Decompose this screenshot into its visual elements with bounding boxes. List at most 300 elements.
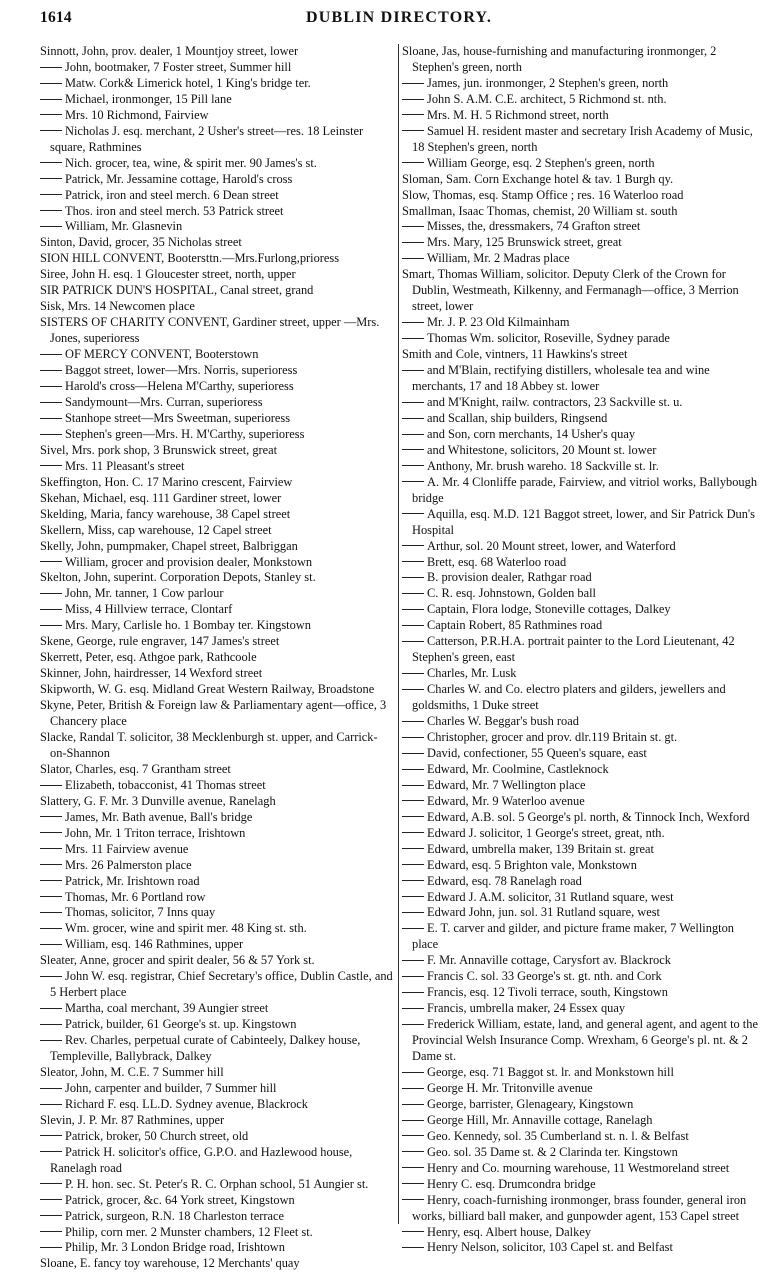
- entry-text: Michael, ironmonger, 15 Pill lane: [65, 91, 232, 106]
- directory-entry: [402, 858, 760, 874]
- entry-text: Edward J. solicitor, 1 George's street, great, nth.: [427, 825, 665, 840]
- entry-text: Thomas Wm. solicitor, Roseville, Sydney parade: [427, 331, 670, 346]
- directory-entry: [402, 1145, 760, 1161]
- directory-entry: [40, 204, 394, 220]
- entry-text: Frederick William, estate, land, and general agent, and agent to the Provincial Welsh Insurance Comp. Wrexham, 6 George's pl. nt. & 2 Dame st.: [412, 1017, 758, 1064]
- directory-entry: [40, 921, 394, 937]
- directory-entry: [402, 555, 760, 571]
- entry-text: Charles W. Beggar's bush road: [427, 714, 579, 729]
- directory-entry: [402, 985, 760, 1001]
- ditto-dash: [402, 1199, 424, 1200]
- directory-entry: [40, 937, 394, 953]
- ditto-dash: [402, 593, 424, 594]
- directory-entry: [40, 411, 394, 427]
- entry-text: F. Mr. Annaville cottage, Carysfort av. Blackrock: [427, 953, 671, 968]
- directory-entry: [402, 1017, 760, 1065]
- ditto-dash: [40, 609, 62, 610]
- directory-entry: [402, 1240, 760, 1256]
- directory-entry: [40, 1097, 394, 1113]
- directory-entry: [40, 491, 394, 507]
- entry-text: Captain, Flora lodge, Stoneville cottages, Dalkey: [427, 602, 671, 617]
- ditto-dash: [402, 689, 424, 690]
- entry-text: Mrs. 11 Fairview avenue: [65, 841, 189, 856]
- entry-text: SISTERS OF CHARITY CONVENT, Gardiner street, upper —Mrs. Jones, superioress: [40, 315, 380, 346]
- entry-text: Brett, esq. 68 Waterloo road: [427, 554, 567, 569]
- directory-entry: [402, 219, 760, 235]
- entry-text: Miss, 4 Hillview terrace, Clontarf: [65, 602, 233, 617]
- entry-text: Edward, umbrella maker, 139 Britain st. great: [427, 841, 654, 856]
- directory-entry: [40, 363, 394, 379]
- directory-entry: [40, 953, 394, 969]
- entry-text: Sloane, Jas, house-furnishing and manufacturing ironmonger, 2 Stephen's green, north: [402, 44, 717, 74]
- entry-text: Edward, Mr. 9 Waterloo avenue: [427, 793, 585, 808]
- directory-entry: [40, 602, 394, 618]
- directory-entry: [40, 1225, 394, 1241]
- page-title: DUBLIN DIRECTORY.: [305, 9, 493, 26]
- ditto-dash: [40, 864, 62, 865]
- directory-entry: [40, 443, 394, 459]
- ditto-dash: [402, 465, 424, 466]
- directory-entry: [402, 778, 760, 794]
- ditto-dash: [40, 1024, 62, 1025]
- ditto-dash: [40, 1231, 62, 1232]
- entry-text: Sivel, Mrs. pork shop, 3 Brunswick street, great: [40, 442, 278, 457]
- ditto-dash: [402, 737, 424, 738]
- directory-entry: [40, 219, 394, 235]
- entry-text: Patrick, Mr. Jessamine cottage, Harold's cross: [65, 171, 293, 186]
- ditto-dash: [40, 434, 62, 435]
- entry-text: Francis C. sol. 33 George's st. gt. nth. and Cork: [427, 969, 662, 984]
- entry-text: John, Mr. 1 Triton terrace, Irishtown: [65, 825, 246, 840]
- entry-text: George, esq. 71 Baggot st. lr. and Monkstown hill: [427, 1065, 674, 1079]
- entry-text: Catterson, P.R.H.A. portrait painter to the Lord Lieutenant, 42 Stephen's green, east: [412, 634, 735, 665]
- right-column: [402, 44, 760, 1255]
- entry-text: E. T. carver and gilder, and picture frame maker, 7 Wellington place: [412, 921, 734, 952]
- ditto-dash: [40, 370, 62, 371]
- directory-entry: [402, 76, 760, 92]
- ditto-dash: [402, 322, 424, 323]
- directory-entry: [40, 842, 394, 858]
- ditto-dash: [402, 258, 424, 259]
- directory-entry: [402, 618, 760, 634]
- directory-entry: [40, 299, 394, 315]
- entry-text: Sleator, John, M. C.E. 7 Summer hill: [40, 1065, 224, 1079]
- ditto-dash: [402, 83, 424, 84]
- entry-text: Sloman, Sam. Corn Exchange hotel & tav. 1 Burgh qy.: [402, 171, 674, 186]
- directory-entry: [40, 826, 394, 842]
- entry-text: George, barrister, Glenageary, Kingstown: [427, 1096, 634, 1111]
- ditto-dash: [402, 577, 424, 578]
- ditto-dash: [40, 1151, 62, 1152]
- entry-text: Patrick, iron and steel merch. 6 Dean street: [65, 187, 279, 202]
- entry-text: William George, esq. 2 Stephen's green, north: [427, 155, 655, 170]
- ditto-dash: [40, 162, 62, 163]
- entry-text: William, Mr. 2 Madras place: [427, 251, 570, 266]
- ditto-dash: [402, 912, 424, 913]
- directory-entry: [40, 379, 394, 395]
- ditto-dash: [402, 1247, 424, 1248]
- entry-text: OF MERCY CONVENT, Booterstown: [65, 347, 259, 362]
- ditto-dash: [40, 1199, 62, 1200]
- ditto-dash: [402, 641, 424, 642]
- directory-entry: [40, 1240, 394, 1256]
- directory-entry: [40, 539, 394, 555]
- ditto-dash: [402, 832, 424, 833]
- entry-text: SIR PATRICK DUN'S HOSPITAL, Canal street, grand: [40, 283, 314, 298]
- directory-entry: [402, 746, 760, 762]
- entry-text: SION HILL CONVENT, Bootersttn.—Mrs.Furlong,prioress: [40, 251, 340, 266]
- ditto-dash: [40, 625, 62, 626]
- ditto-dash: [402, 402, 424, 403]
- ditto-dash: [402, 561, 424, 562]
- directory-entry: [40, 172, 394, 188]
- directory-entry: [402, 1161, 760, 1177]
- entry-text: William, grocer and provision dealer, Monkstown: [65, 554, 313, 569]
- directory-entry: [40, 251, 394, 267]
- entry-text: Geo. sol. 35 Dame st. & 2 Clarinda ter. Kingstown: [427, 1144, 678, 1159]
- directory-entry: [40, 523, 394, 539]
- directory-entry: [402, 953, 760, 969]
- directory-entry: [40, 1065, 394, 1081]
- ditto-dash: [402, 513, 424, 514]
- entry-text: P. H. hon. sec. St. Peter's R. C. Orphan school, 51 Aungier st.: [65, 1176, 369, 1191]
- ditto-dash: [40, 1135, 62, 1136]
- entry-text: Henry, coach-furnishing ironmonger, brass founder, general iron works, billiard ball maker, and gunpowder agent, 153 Capel street: [412, 1192, 747, 1223]
- ditto-dash: [40, 402, 62, 403]
- ditto-dash: [40, 67, 62, 68]
- entry-text: Edward, A.B. sol. 5 George's pl. north, & Tinnock Inch, Wexford: [427, 809, 750, 824]
- ditto-dash: [40, 99, 62, 100]
- entry-text: Charles, Mr. Lusk: [427, 666, 517, 681]
- ditto-dash: [402, 418, 424, 419]
- directory-entry: [402, 235, 760, 251]
- ditto-dash: [40, 465, 62, 466]
- entry-text: Henry and Co. mourning warehouse, 11 Westmoreland street: [427, 1160, 730, 1175]
- entry-text: Francis, esq. 12 Tivoli terrace, south, Kingstown: [427, 985, 668, 1000]
- entry-text: Henry C. esq. Drumcondra bridge: [427, 1176, 596, 1191]
- directory-entry: [40, 1193, 394, 1209]
- ditto-dash: [402, 769, 424, 770]
- entry-text: Mrs. 11 Pleasant's street: [65, 458, 185, 473]
- entry-text: Aquilla, esq. M.D. 121 Baggot street, lower, and Sir Patrick Dun's Hospital: [412, 506, 755, 537]
- entry-text: Slacke, Randal T. solicitor, 38 Mecklenburgh st. upper, and Carrick-on-Shannon: [40, 729, 378, 760]
- directory-entry: [40, 874, 394, 890]
- entry-text: Mrs. Mary, Carlisle ho. 1 Bombay ter. Kingstown: [65, 618, 311, 633]
- ditto-dash: [402, 226, 424, 227]
- entry-text: Stephen's green—Mrs. H. M'Carthy, superioress: [65, 426, 305, 441]
- directory-entry: [40, 555, 394, 571]
- entry-text: David, confectioner, 55 Queen's square, east: [427, 745, 647, 760]
- ditto-dash: [402, 1183, 424, 1184]
- directory-entry: [402, 1193, 760, 1225]
- directory-entry: [402, 156, 760, 172]
- entry-text: Skelly, John, pumpmaker, Chapel street, Balbriggan: [40, 538, 298, 553]
- ditto-dash: [402, 1008, 424, 1009]
- ditto-dash: [40, 354, 62, 355]
- directory-entry: [40, 1033, 394, 1065]
- directory-entry: [40, 1145, 394, 1177]
- ditto-dash: [40, 130, 62, 131]
- entry-text: Siree, John H. esq. 1 Gloucester street, north, upper: [40, 267, 296, 282]
- directory-entry: [40, 1256, 394, 1272]
- entry-text: Philip, Mr. 3 London Bridge road, Irishtown: [65, 1240, 285, 1255]
- directory-entry: [40, 570, 394, 586]
- entry-text: Patrick, builder, 61 George's st. up. Kingstown: [65, 1017, 297, 1032]
- page-number: 1614: [40, 9, 72, 26]
- directory-entry: [40, 475, 394, 491]
- directory-entry: [40, 1129, 394, 1145]
- ditto-dash: [402, 816, 424, 817]
- directory-entry: [40, 969, 394, 1001]
- entry-text: Edward John, jun. sol. 31 Rutland square, west: [427, 905, 660, 920]
- ditto-dash: [402, 880, 424, 881]
- entry-text: Anthony, Mr. brush wareho. 18 Sackville st. lr.: [427, 458, 659, 473]
- directory-entry: [40, 395, 394, 411]
- ditto-dash: [40, 226, 62, 227]
- directory-entry: [40, 618, 394, 634]
- entry-text: Samuel H. resident master and secretary Irish Academy of Music, 18 Stephen's green, north: [412, 123, 753, 154]
- ditto-dash: [402, 449, 424, 450]
- entry-text: Patrick, grocer, &c. 64 York street, Kingstown: [65, 1192, 295, 1207]
- directory-entry: [402, 267, 760, 315]
- entry-text: Sinton, David, grocer, 35 Nicholas street: [40, 235, 242, 250]
- directory-entry: [402, 842, 760, 858]
- entry-text: Mrs. M. H. 5 Richmond street, north: [427, 107, 609, 122]
- directory-entry: [402, 1081, 760, 1097]
- entry-text: Captain Robert, 85 Rathmines road: [427, 618, 603, 633]
- entry-text: Skelding, Maria, fancy warehouse, 38 Capel street: [40, 506, 291, 521]
- directory-entry: [40, 1177, 394, 1193]
- directory-entry: [402, 1001, 760, 1017]
- entry-text: Skene, George, rule engraver, 147 James's street: [40, 634, 280, 649]
- entry-text: Henry Nelson, solicitor, 103 Capel st. and Belfast: [427, 1240, 673, 1255]
- entry-text: Thomas, Mr. 6 Portland row: [65, 889, 206, 904]
- ditto-dash: [40, 785, 62, 786]
- directory-entry: [40, 459, 394, 475]
- entry-text: Slator, Charles, esq. 7 Grantham street: [40, 761, 231, 776]
- entry-text: Skellern, Miss, cap warehouse, 12 Capel street: [40, 522, 272, 537]
- directory-entry: [402, 1177, 760, 1193]
- directory-entry: [402, 586, 760, 602]
- directory-entry: [402, 507, 760, 539]
- left-column: [40, 44, 394, 1271]
- ditto-dash: [40, 1008, 62, 1009]
- entry-text: Skehan, Michael, esq. 111 Gardiner street, lower: [40, 490, 282, 505]
- entry-text: Skeffington, Hon. C. 17 Marino crescent, Fairview: [40, 474, 293, 489]
- ditto-dash: [40, 848, 62, 849]
- entry-text: William, esq. 146 Rathmines, upper: [65, 937, 244, 952]
- directory-entry: [402, 188, 760, 204]
- entry-text: Harold's cross—Helena M'Carthy, superioress: [65, 379, 294, 394]
- entry-text: Nicholas J. esq. merchant, 2 Usher's street—res. 18 Leinster square, Rathmines: [50, 123, 364, 154]
- ditto-dash: [402, 976, 424, 977]
- entry-text: Charles W. and Co. electro platers and gilders, jewellers and goldsmiths, 1 Duke street: [412, 682, 726, 713]
- directory-entry: [402, 204, 760, 220]
- directory-entry: [402, 44, 760, 76]
- ditto-dash: [402, 928, 424, 929]
- directory-entry: [402, 347, 760, 363]
- directory-entry: [40, 1081, 394, 1097]
- entry-text: George Hill, Mr. Annaville cottage, Ranelagh: [427, 1112, 653, 1127]
- entry-text: Smart, Thomas William, solicitor. Deputy Clerk of the Crown for Dublin, Westmeath, Kilkenny, and Fermanagh—office, 3 Merrion street, lower: [402, 267, 739, 314]
- column-divider: [398, 44, 399, 1224]
- entry-text: A. Mr. 4 Clonliffe parade, Fairview, and vitriol works, Ballybough bridge: [412, 474, 758, 505]
- directory-entry: [402, 762, 760, 778]
- directory-entry: [40, 682, 394, 698]
- ditto-dash: [402, 721, 424, 722]
- entry-text: Skyne, Peter, British & Foreign law & Parliamentary agent—office, 3 Chancery place: [40, 698, 387, 729]
- entry-text: Baggot street, lower—Mrs. Norris, superioress: [65, 363, 298, 378]
- directory-entry: [40, 507, 394, 523]
- entry-text: B. provision dealer, Rathgar road: [427, 570, 592, 585]
- ditto-dash: [402, 673, 424, 674]
- directory-entry: [402, 443, 760, 459]
- entry-text: Rev. Charles, perpetual curate of Cabinteely, Dalkey house, Templeville, Ballybrack, Dalkey: [50, 1033, 361, 1064]
- entry-text: Stanhope street—Mrs Sweetman, superioress: [65, 410, 291, 425]
- entry-text: Edward, esq. 5 Brighton vale, Monkstown: [427, 857, 637, 872]
- ditto-dash: [402, 1120, 424, 1121]
- entry-text: Martha, coal merchant, 39 Aungier street: [65, 1001, 269, 1016]
- directory-entry: [40, 76, 394, 92]
- directory-entry: [40, 905, 394, 921]
- entry-text: Christopher, grocer and prov. dlr.119 Britain st. gt.: [427, 729, 678, 744]
- entry-text: Francis, umbrella maker, 24 Essex quay: [427, 1001, 626, 1016]
- entry-text: Mr. J. P. 23 Old Kilmainham: [427, 315, 570, 330]
- entry-text: John S. A.M. C.E. architect, 5 Richmond st. nth.: [427, 91, 667, 106]
- entry-text: and Scallan, ship builders, Ringsend: [427, 410, 608, 425]
- entry-text: Sinnott, John, prov. dealer, 1 Mountjoy street, lower: [40, 44, 299, 58]
- entry-text: William, Mr. Glasnevin: [65, 219, 183, 234]
- directory-entry: [402, 459, 760, 475]
- entry-text: Elizabeth, tobacconist, 41 Thomas street: [65, 777, 266, 792]
- ditto-dash: [40, 896, 62, 897]
- entry-text: Matw. Cork& Limerick hotel, 1 King's bridge ter.: [65, 75, 311, 90]
- entry-text: Slevin, J. P. Mr. 87 Rathmines, upper: [40, 1112, 225, 1127]
- entry-text: John, Mr. tanner, 1 Cow parlour: [65, 586, 224, 601]
- ditto-dash: [40, 944, 62, 945]
- ditto-dash: [402, 162, 424, 163]
- ditto-dash: [40, 1247, 62, 1248]
- entry-text: Richard F. esq. LL.D. Sydney avenue, Blackrock: [65, 1096, 308, 1111]
- entry-text: Skipworth, W. G. esq. Midland Great Western Railway, Broadstone: [40, 682, 375, 697]
- ditto-dash: [402, 1151, 424, 1152]
- ditto-dash: [40, 976, 62, 977]
- ditto-dash: [40, 816, 62, 817]
- directory-entry: [402, 251, 760, 267]
- entry-text: and M'Knight, railw. contractors, 23 Sackville st. u.: [427, 394, 683, 409]
- entry-text: and Whitestone, solicitors, 20 Mount st. lower: [427, 442, 657, 457]
- directory-entry: [402, 92, 760, 108]
- directory-entry: [40, 794, 394, 810]
- entry-text: Edward, Mr. 7 Wellington place: [427, 777, 586, 792]
- directory-entry: [402, 794, 760, 810]
- ditto-dash: [402, 242, 424, 243]
- entry-text: James, jun. ironmonger, 2 Stephen's green, north: [427, 75, 669, 90]
- directory-entry: [402, 108, 760, 124]
- entry-text: Edward J. A.M. solicitor, 31 Rutland square, west: [427, 889, 674, 904]
- directory-entry: [402, 969, 760, 985]
- ditto-dash: [40, 178, 62, 179]
- directory-entry: [40, 347, 394, 363]
- ditto-dash: [402, 1104, 424, 1105]
- entry-text: Sloane, E. fancy toy warehouse, 12 Merchants' quay: [40, 1256, 300, 1271]
- directory-entry: [402, 331, 760, 347]
- ditto-dash: [402, 992, 424, 993]
- entry-text: Slattery, G. F. Mr. 3 Dunville avenue, Ranelagh: [40, 793, 276, 808]
- directory-entry: [40, 188, 394, 204]
- ditto-dash: [402, 130, 424, 131]
- directory-entry: [402, 427, 760, 443]
- ditto-dash: [402, 338, 424, 339]
- ditto-dash: [40, 194, 62, 195]
- entry-text: Mrs. 26 Palmerston place: [65, 857, 192, 872]
- ditto-dash: [40, 880, 62, 881]
- ditto-dash: [402, 1088, 424, 1089]
- ditto-dash: [40, 210, 62, 211]
- entry-text: George H. Mr. Tritonville avenue: [427, 1080, 593, 1095]
- page-header: [40, 9, 758, 31]
- entry-text: Thos. iron and steel merch. 53 Patrick street: [65, 203, 284, 218]
- entry-text: Sleater, Anne, grocer and spirit dealer, 56 & 57 York st.: [40, 953, 315, 968]
- ditto-dash: [402, 1135, 424, 1136]
- entry-text: Arthur, sol. 20 Mount street, lower, and Waterford: [427, 538, 676, 553]
- ditto-dash: [40, 1183, 62, 1184]
- directory-entry: [40, 44, 394, 60]
- directory-entry: [402, 905, 760, 921]
- directory-entry: [40, 60, 394, 76]
- directory-entry: [40, 124, 394, 156]
- entry-text: Skinner, John, hairdresser, 14 Wexford street: [40, 666, 263, 681]
- directory-entry: [40, 427, 394, 443]
- ditto-dash: [402, 1024, 424, 1025]
- directory-entry: [40, 666, 394, 682]
- ditto-dash: [402, 864, 424, 865]
- ditto-dash: [402, 896, 424, 897]
- directory-entry: [402, 172, 760, 188]
- directory-entry: [402, 634, 760, 666]
- directory-entry: [40, 283, 394, 299]
- ditto-dash: [40, 561, 62, 562]
- ditto-dash: [40, 114, 62, 115]
- entry-text: C. R. esq. Johnstown, Golden ball: [427, 586, 596, 601]
- directory-entry: [402, 1225, 760, 1241]
- ditto-dash: [40, 83, 62, 84]
- directory-entry: [402, 714, 760, 730]
- directory-entry: [40, 762, 394, 778]
- ditto-dash: [402, 545, 424, 546]
- directory-entry: [40, 1209, 394, 1225]
- directory-entry: [40, 890, 394, 906]
- entry-text: Patrick H. solicitor's office, G.P.O. and Hazlewood house, Ranelagh road: [50, 1144, 353, 1175]
- directory-entry: [40, 267, 394, 283]
- ditto-dash: [40, 912, 62, 913]
- ditto-dash: [402, 753, 424, 754]
- directory-entry: [402, 602, 760, 618]
- directory-entry: [40, 586, 394, 602]
- directory-entry: [402, 874, 760, 890]
- ditto-dash: [40, 593, 62, 594]
- entry-text: John, carpenter and builder, 7 Summer hill: [65, 1080, 277, 1095]
- ditto-dash: [40, 1104, 62, 1105]
- directory-entry: [40, 1017, 394, 1033]
- ditto-dash: [40, 1215, 62, 1216]
- entry-text: Patrick, broker, 50 Church street, old: [65, 1128, 249, 1143]
- ditto-dash: [402, 609, 424, 610]
- entry-text: Nich. grocer, tea, wine, & spirit mer. 90 James's st.: [65, 155, 317, 170]
- ditto-dash: [40, 418, 62, 419]
- entry-text: James, Mr. Bath avenue, Ball's bridge: [65, 809, 253, 824]
- directory-entry: [402, 475, 760, 507]
